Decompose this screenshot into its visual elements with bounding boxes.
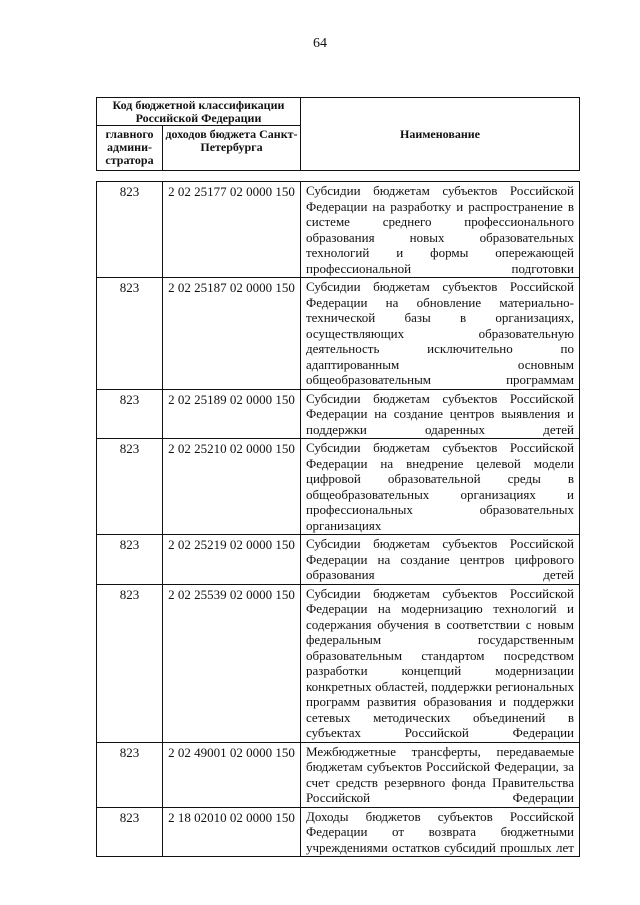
- header-main-administrator: главного админи-стратора: [97, 126, 163, 171]
- table-row: [97, 584, 580, 742]
- revenue-code-cell: 2 02 25189 02 0000 150: [163, 389, 301, 439]
- administrator-code-cell: 823: [97, 584, 163, 742]
- revenue-name-cell: Субсидии бюджетам субъектов Российской Федерации на создание центров цифрового образования детей: [301, 535, 580, 585]
- table-row: [97, 535, 580, 585]
- page-number: 64: [313, 36, 327, 51]
- table-row: [97, 389, 580, 439]
- revenue-name-cell: Субсидии бюджетам субъектов Российской Федерации на модернизацию технологий и содержания обучения в соответствии с новым федеральным государственным образовательным стандартом посредством разработки концепций модернизации конкретных областей, поддержки региональных программ развития образования и поддержки сетевых методических объединений в субъектах Российской Федерации: [301, 584, 580, 742]
- administrator-code-cell: 823: [97, 535, 163, 585]
- revenue-code-cell: 2 02 25219 02 0000 150: [163, 535, 301, 585]
- administrator-code-cell: 823: [97, 182, 163, 278]
- budget-codes-table: [96, 181, 580, 857]
- revenue-name-cell: Субсидии бюджетам субъектов Российской Федерации на разработку и распространение в системе среднего профессионального образования новых образовательных технологий и формы опережающей профессиональной подготовки: [301, 182, 580, 278]
- revenue-code-cell: 2 02 25187 02 0000 150: [163, 278, 301, 390]
- revenue-name-cell: Межбюджетные трансферты, передаваемые бюджетам субъектов Российской Федерации, за счет средств резервного фонда Правительства Российской Федерации: [301, 742, 580, 807]
- revenue-name-cell: Субсидии бюджетам субъектов Российской Федерации на внедрение целевой модели цифровой образовательной среды в общеобразовательных организациях и профессиональных образовательных организациях: [301, 439, 580, 535]
- administrator-code-cell: 823: [97, 278, 163, 390]
- revenue-code-cell: 2 02 25210 02 0000 150: [163, 439, 301, 535]
- revenue-name-cell: Субсидии бюджетам субъектов Российской Федерации на обновление материально-технической базы в организациях, осуществляющих образовательную деятельность исключительно по адаптированным основным общеобразовательным программам: [301, 278, 580, 390]
- table-row: [97, 278, 580, 390]
- header-name: Наименование: [301, 98, 580, 171]
- revenue-code-cell: 2 02 25539 02 0000 150: [163, 584, 301, 742]
- table-row: [97, 182, 580, 278]
- table-row: [97, 742, 580, 807]
- administrator-code-cell: 823: [97, 807, 163, 857]
- header-budget-revenue-code: доходов бюджета Санкт-Петербурга: [163, 126, 301, 171]
- table-header: [96, 97, 580, 171]
- revenue-name-cell: Доходы бюджетов субъектов Российской Федерации от возврата бюджетными учреждениями остатков субсидий прошлых лет: [301, 807, 580, 857]
- administrator-code-cell: 823: [97, 742, 163, 807]
- revenue-code-cell: 2 02 49001 02 0000 150: [163, 742, 301, 807]
- revenue-code-cell: 2 02 25177 02 0000 150: [163, 182, 301, 278]
- table-row: [97, 439, 580, 535]
- header-budget-classification: Код бюджетной классификации Российской Федерации: [97, 98, 301, 126]
- revenue-name-cell: Субсидии бюджетам субъектов Российской Федерации на создание центров выявления и поддержки одаренных детей: [301, 389, 580, 439]
- table-row: [97, 807, 580, 857]
- revenue-code-cell: 2 18 02010 02 0000 150: [163, 807, 301, 857]
- administrator-code-cell: 823: [97, 389, 163, 439]
- administrator-code-cell: 823: [97, 439, 163, 535]
